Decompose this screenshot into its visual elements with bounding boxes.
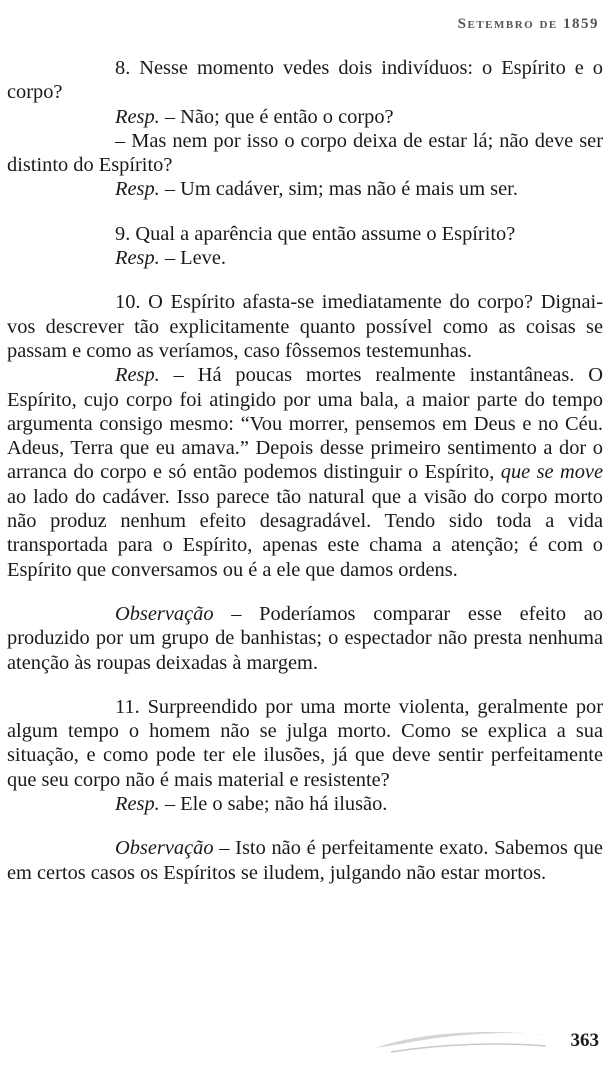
page-body <box>7 56 603 885</box>
page-footer <box>371 1022 601 1056</box>
answer-text: – Não; que é então o corpo? <box>159 105 394 128</box>
answer-text: – Leve. <box>159 247 226 270</box>
answer-text: – Ele o sabe; não há ilusão. <box>159 793 388 816</box>
observation-2 <box>7 836 603 885</box>
emphasis-text: que se move <box>500 461 603 484</box>
resp-label: Resp. <box>115 793 160 816</box>
observation-text: – Poderíamos comparar esse efeito ao produzido por um grupo de banhistas; o espectador não presta nenhuma atenção às roupas deixadas à margem. <box>7 602 603 674</box>
observation-text: – Isto não é perfeitamente exato. Sabemos que em certos casos os Espíritos se iludem, julgando não estar mortos. <box>7 837 603 884</box>
paragraph-gap <box>7 675 603 695</box>
observation-label: Observação <box>115 837 214 860</box>
answer-text: – Um cadáver, sim; mas não é mais um ser. <box>159 178 518 201</box>
resp-label: Resp. <box>115 105 160 128</box>
question-11: 11. Surpreendido por uma morte violenta, geralmente por algum tempo o homem não se julga morto. Como se explica a sua situação, e como pode ter ele ilusões, já que deve sentir perfeitamente que seu corpo não é mais material e resistente? <box>7 695 603 791</box>
answer-9 <box>7 246 603 270</box>
running-header: Setembro de 1859 <box>457 16 599 32</box>
answer-11 <box>7 792 603 816</box>
resp-label: Resp. <box>115 178 160 201</box>
observation-label: Observação <box>115 602 214 625</box>
resp-label: Resp. <box>115 247 160 270</box>
observation-1 <box>7 602 603 675</box>
paragraph-gap <box>7 582 603 602</box>
follow-up-question-8: – Mas nem por isso o corpo deixa de estar lá; não deve ser distinto do Espírito? <box>7 129 603 177</box>
question-8: 8. Nesse momento vedes dois indivíduos: o Espírito e o corpo? <box>7 57 603 104</box>
paragraph-gap <box>7 202 603 222</box>
answer-10 <box>7 363 603 582</box>
paragraph-gap <box>7 816 603 836</box>
decorative-swoosh-icon <box>371 1022 601 1056</box>
answer-text: – Há poucas mortes realmente instantâneas. O Espírito, cujo corpo foi atingido por uma bala, a maior parte do tempo argumenta consigo mesmo: “Vou morrer, pensemos em Deus e no Céu. Adeus, Terra que eu amava.” Depois desse primeiro sentimento a dor o arranca do corpo e só então podemos distinguir o Espírito, <box>7 364 603 484</box>
follow-up-answer-8 <box>7 177 603 201</box>
question-9: 9. Qual a aparência que então assume o Espírito? <box>115 222 516 245</box>
resp-label: Resp. <box>115 364 160 387</box>
answer-text: ao lado do cadáver. Isso parece tão natural que a visão do corpo morto não produz nenhum efeito desagradável. Tendo sido toda a vida transportada para o Espírito, apenas este chama a atenção; é com o Espírito que conversamos ou é a ele que damos ordens. <box>7 485 603 581</box>
page-number: 363 <box>570 1030 599 1051</box>
question-10: 10. O Espírito afasta-se imediatamente do corpo? Dignai-vos descrever tão explicitamente quanto possível como as coisas se passam e como as veríamos, caso fôssemos testemunhas. <box>7 291 603 362</box>
answer-8 <box>7 105 603 129</box>
paragraph-gap <box>7 270 603 290</box>
